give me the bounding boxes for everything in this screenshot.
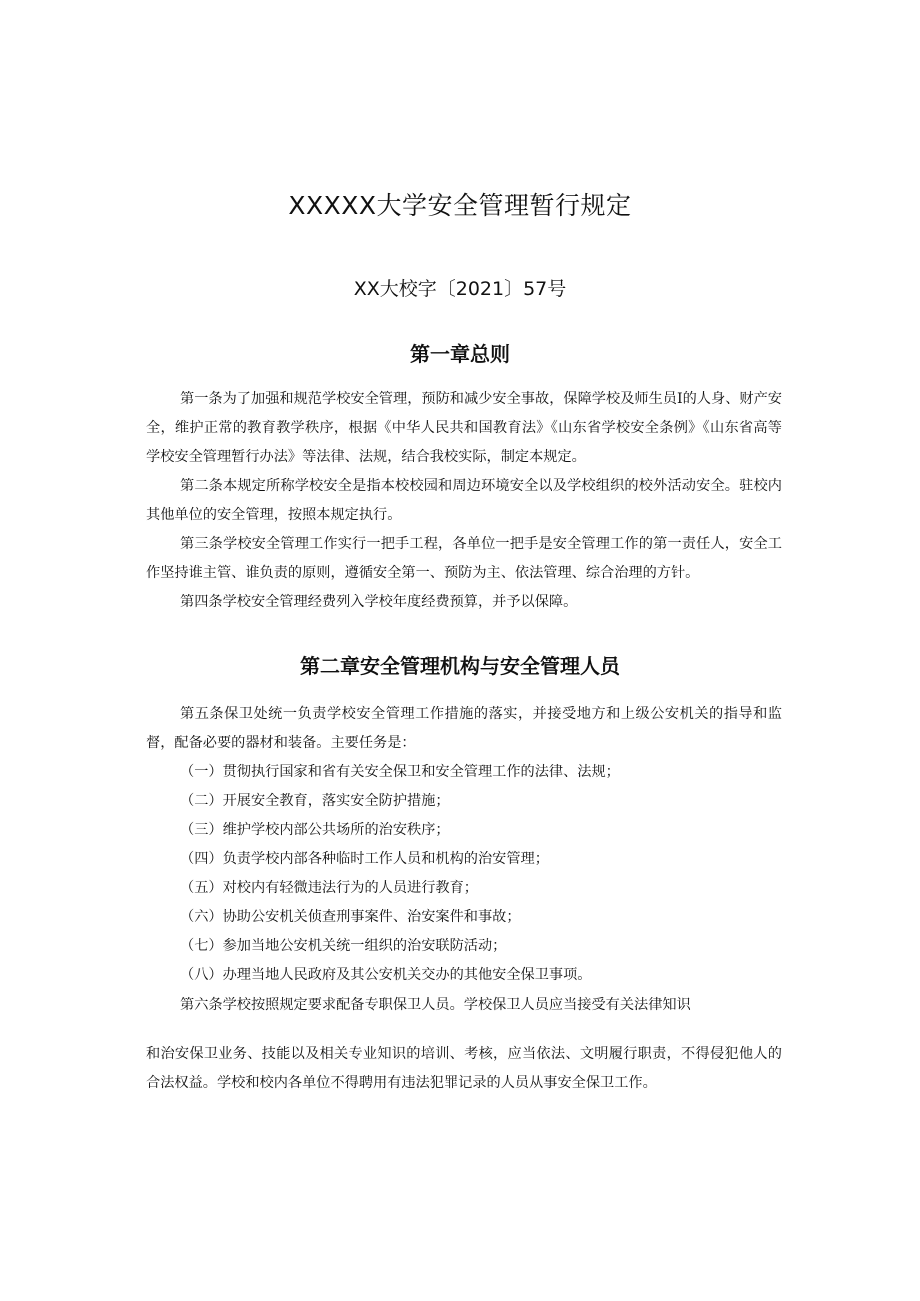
article-6-part-1: 第六条学校按照规定要求配备专职保卫人员。学校保卫人员应当接受有关法律知识: [180, 997, 691, 1013]
task-item-6: （六）协助公安机关侦查刑事案件、治安案件和事故；: [180, 909, 521, 925]
task-item-5: （五）对校内有轻微违法行为的人员进行教育；: [180, 880, 478, 896]
task-item-8: （八）办理当地人民政府及其公安机关交办的其他安全保卫事项。: [180, 967, 592, 983]
task-item-2: （二）开展安全教育，落实安全防护措施；: [180, 793, 450, 809]
document-title: XXXXX大学安全管理暂行规定: [288, 191, 632, 220]
article-6-part-2: 和治安保卫业务、技能以及相关专业知识的培训、考核，应当依法、文明履行职责，不得侵犯他人的合法权益。学校和校内各单位不得聘用有违法犯罪记录的人员从事安全保卫工作。: [146, 1046, 782, 1091]
article-2: 第二条本规定所称学校安全是指本校校园和周边环境安全以及学校组织的校外活动安全。驻校内其他单位的安全管理，按照本规定执行。: [146, 478, 782, 523]
task-item-7: （七）参加当地公安机关统一组织的治安联防活动；: [180, 938, 507, 954]
article-3: 第三条学校安全管理工作实行一把手工程，各单位一把手是安全管理工作的第一责任人，安全工作坚持谁主管、谁负责的原则，遵循安全第一、预防为主、依法管理、综合治理的方针。: [146, 536, 782, 581]
article-4: 第四条学校安全管理经费列入学校年度经费预算，并予以保障。: [180, 594, 578, 610]
task-item-4: （四）负责学校内部各种临时工作人员和机构的治安管理；: [180, 851, 549, 867]
task-item-1: （一）贯彻执行国家和省有关安全保卫和安全管理工作的法律、法规；: [180, 764, 620, 780]
article-1: 第一条为了加强和规范学校安全管理，预防和减少安全事故，保障学校及师生员Ⅰ的人身、财产安全，维护正常的教育教学秩序，根据《中华人民共和国教育法》《山东省学校安全条例》《山东省高等学校安全管理暂行办法》等法律、法规，结合我校实际，制定本规定。: [146, 391, 782, 465]
chapter-2-heading: 第二章安全管理机构与安全管理人员: [300, 654, 620, 678]
task-item-3: （三）维护学校内部公共场所的治安秩序；: [180, 822, 450, 838]
article-5-intro: 第五条保卫处统一负责学校安全管理工作措施的落实，并接受地方和上级公安机关的指导和监督，配备必要的器材和装备。主要任务是：: [146, 706, 782, 751]
chapter-1-heading: 第一章总则: [410, 342, 510, 366]
document-number: XX大校字〔2021〕57号: [353, 278, 567, 300]
